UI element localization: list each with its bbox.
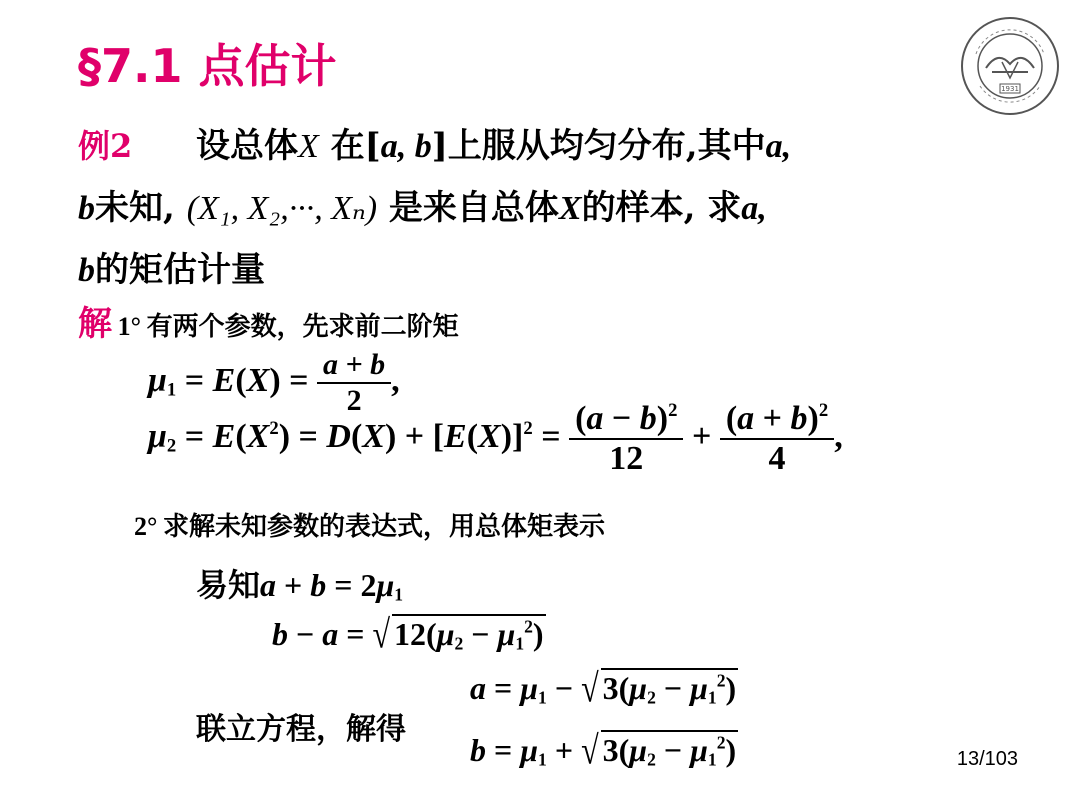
step-1-text: 有两个参数，先求前二阶矩 (146, 312, 459, 342)
problem-text: 是来自总体 (377, 188, 559, 228)
problem-text: 的样本, 求 (581, 188, 742, 228)
solution-a: $a = \mu_1$ − √ $3(\mu_2 - \mu_1^2)$ (470, 665, 737, 711)
combine-label: 联立方程，解得 (196, 712, 406, 747)
equation-difference: b − a = √ $12(\mu_2 - \mu_1^2)$ (272, 611, 544, 657)
var-a: a, (765, 128, 792, 165)
problem-line-1 (78, 118, 791, 167)
equation-mu1: $\mu_1 = E(X)$ = $\frac{a + b}{2}$ , (148, 348, 400, 417)
step-2-text: 求解未知参数的表达式，用总体矩表示 (162, 512, 605, 542)
example-label: 例2 (78, 127, 133, 165)
problem-line-3 (78, 242, 265, 291)
easy-know-label: 易知 (196, 566, 261, 604)
interval-vars: a, b (380, 128, 432, 165)
var-b: b (78, 252, 95, 289)
equation-sum: 易知$a + b = 2\mu_1$ (196, 566, 404, 605)
step-2 (134, 506, 605, 543)
slide-title: §7.1 点估计 (78, 39, 337, 93)
step-1-marker: 1° (117, 312, 141, 341)
problem-text: 设总体 (195, 126, 298, 166)
var-a: a, (741, 190, 767, 227)
step-2-marker: 2° (134, 512, 158, 541)
svg-text:1931: 1931 (1001, 85, 1019, 93)
problem-line-2 (78, 180, 767, 229)
sample-tuple: (X₁, X₂,···, Xₙ) (186, 190, 378, 227)
step-1 (78, 296, 459, 345)
page-number: 13/103 (956, 748, 1018, 770)
solution-b: $b = \mu_1$ + √ $3(\mu_2 - \mu_1^2)$ (470, 727, 737, 773)
problem-text: 未知, (95, 188, 187, 228)
problem-text: 在[ (318, 126, 381, 166)
problem-text: 的矩估计量 (95, 250, 265, 290)
var-X: X (297, 128, 319, 165)
var-b: b (78, 190, 95, 227)
problem-text: ]上服从均匀分布,其中 (431, 126, 766, 166)
solution-label: 解 (78, 304, 112, 344)
var-X: X (558, 190, 582, 227)
equation-mu2: $\mu_2 = E(X^2) = D(X) + [E(X)]^2$ = $\frac{(a - b)^2}{12}$ + $\frac{(a + b)^2}{4}$ , (148, 400, 843, 478)
university-logo (958, 14, 1062, 118)
